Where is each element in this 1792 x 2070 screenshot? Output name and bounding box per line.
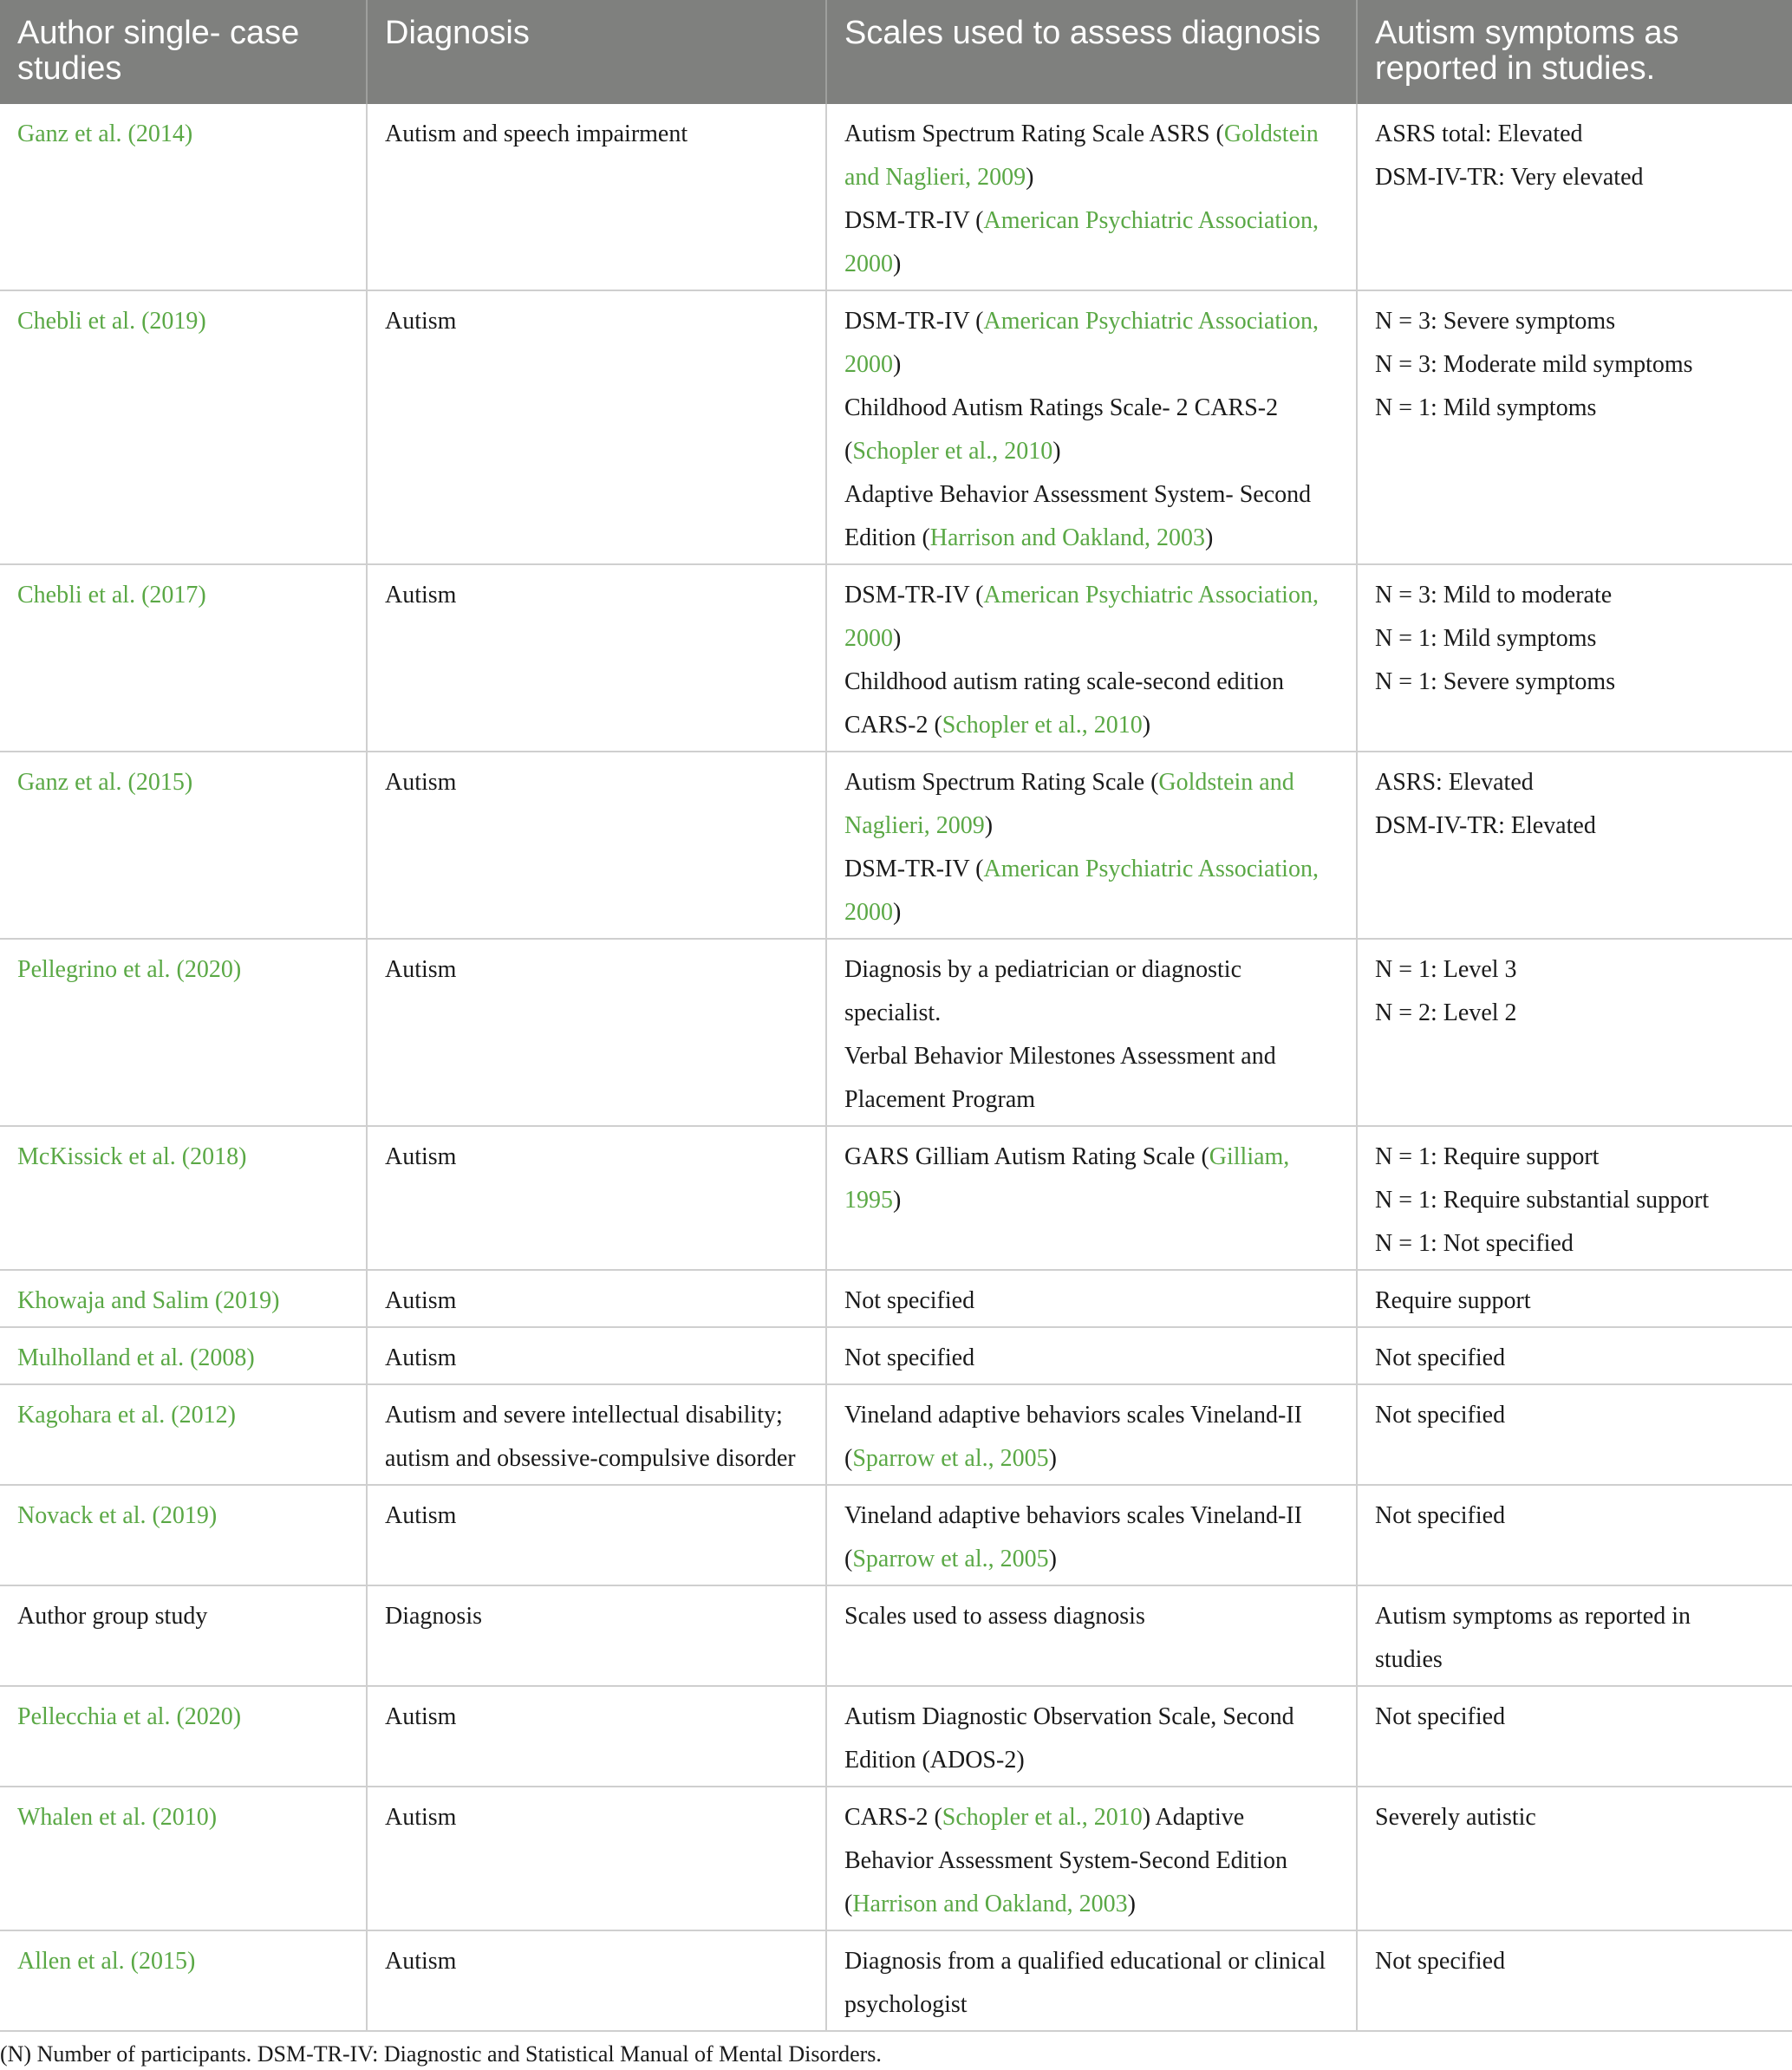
scales-line	[844, 1136, 1339, 1179]
cell-diagnosis	[367, 1126, 826, 1270]
cell-scales	[826, 1384, 1357, 1485]
diagnosis-text: Autism	[385, 1502, 457, 1529]
header-author: Author single- case studies	[0, 0, 367, 104]
cell-symptoms	[1357, 752, 1792, 939]
scales-text: CARS-2 (	[844, 1804, 942, 1831]
citation-link[interactable]: Naglieri, 2009	[844, 812, 985, 839]
author-reference-link[interactable]: Pellegrino et al. (2020)	[17, 956, 242, 983]
cell-diagnosis	[367, 1270, 826, 1327]
cell-author	[0, 1787, 367, 1930]
scales-line	[844, 343, 1339, 387]
citation-link[interactable]: American Psychiatric Association,	[983, 856, 1319, 882]
scales-line	[844, 1983, 1339, 2027]
cell-diagnosis	[367, 1384, 826, 1485]
symptoms-text: N = 1: Require substantial support	[1375, 1187, 1710, 1214]
scales-text: Edition (	[844, 524, 930, 551]
scales-line	[844, 1696, 1339, 1739]
scales-text: Autism Spectrum Rating Scale ASRS (	[844, 120, 1224, 147]
citation-link[interactable]: Schopler et al., 2010	[942, 712, 1143, 739]
symptoms-text: ASRS: Elevated	[1375, 769, 1534, 796]
citation-link[interactable]: American Psychiatric Association,	[983, 582, 1319, 609]
scales-text: GARS Gilliam Autism Rating Scale (	[844, 1143, 1209, 1170]
cell-scales	[826, 1126, 1357, 1270]
header-scales: Scales used to assess diagnosis	[826, 0, 1357, 104]
symptoms-text: Not specified	[1375, 1948, 1506, 1975]
table-row	[0, 104, 1792, 290]
diagnosis-text: Autism	[385, 769, 457, 796]
scales-text: DSM-TR-IV (	[844, 856, 984, 882]
scales-text: Behavior Assessment System-Second Edition	[844, 1847, 1287, 1874]
symptoms-text: DSM-IV-TR: Elevated	[1375, 812, 1596, 839]
scales-text: Not specified	[844, 1287, 975, 1314]
diagnosis-text: Autism	[385, 1804, 457, 1831]
diagnosis-text: Autism	[385, 308, 457, 335]
diagnosis-text: Autism	[385, 1143, 457, 1170]
citation-link[interactable]: 2000	[844, 251, 893, 277]
cell-diagnosis	[367, 1787, 826, 1930]
cell-symptoms	[1357, 1686, 1792, 1787]
table-row	[0, 564, 1792, 752]
scales-line	[844, 387, 1339, 430]
scales-line	[844, 1394, 1339, 1437]
cell-diagnosis	[367, 1327, 826, 1384]
scales-text: Verbal Behavior Milestones Assessment and	[844, 1043, 1276, 1070]
scales-text: psychologist	[844, 1991, 968, 2018]
cell-symptoms	[1357, 939, 1792, 1126]
cell-diagnosis	[367, 752, 826, 939]
scales-text: (	[844, 1891, 853, 1917]
symptoms-text: DSM-IV-TR: Very elevated	[1375, 164, 1644, 191]
diagnosis-text: Diagnosis	[385, 1603, 482, 1630]
symptoms-text: N = 1: Require support	[1375, 1143, 1600, 1170]
cell-author	[0, 104, 367, 290]
scales-text: Diagnosis by a pediatrician or diagnostic	[844, 956, 1241, 983]
cell-author	[0, 1126, 367, 1270]
scales-text: (	[844, 1546, 853, 1572]
table-row	[0, 1126, 1792, 1270]
author-reference-link[interactable]: Khowaja and Salim (2019)	[17, 1287, 280, 1314]
cell-symptoms	[1357, 1787, 1792, 1930]
author-reference-link[interactable]: Mulholland et al. (2008)	[17, 1344, 255, 1371]
cell-diagnosis	[367, 1930, 826, 2031]
symptoms-text: N = 2: Level 2	[1375, 999, 1517, 1026]
diagnosis-text: Autism and severe intellectual disability;	[385, 1402, 783, 1429]
cell-author	[0, 752, 367, 939]
cell-author	[0, 939, 367, 1126]
cell-diagnosis	[367, 104, 826, 290]
scales-line	[844, 243, 1339, 286]
citation-link[interactable]: American Psychiatric Association,	[983, 308, 1319, 335]
table-row	[0, 1585, 1792, 1686]
scales-line	[844, 574, 1339, 617]
symptoms-text: Not specified	[1375, 1703, 1506, 1730]
symptoms-text: Not specified	[1375, 1502, 1506, 1529]
cell-symptoms	[1357, 1384, 1792, 1485]
table-row	[0, 1787, 1792, 1930]
scales-text: Scales used to assess diagnosis	[844, 1603, 1145, 1630]
symptoms-text: N = 1: Severe symptoms	[1375, 668, 1616, 695]
author-reference-link[interactable]: Ganz et al. (2014)	[17, 120, 193, 147]
cell-author	[0, 290, 367, 564]
citation-link[interactable]: 2000	[844, 351, 893, 378]
scales-text: )	[893, 1187, 902, 1214]
cell-scales	[826, 1270, 1357, 1327]
symptoms-text: Autism symptoms as reported in	[1375, 1603, 1691, 1630]
scales-text: )	[893, 899, 902, 926]
cell-author	[0, 1485, 367, 1585]
author-reference-link[interactable]: McKissick et al. (2018)	[17, 1143, 247, 1170]
symptoms-text: studies	[1375, 1646, 1443, 1673]
diagnosis-text: Autism	[385, 1948, 457, 1975]
author-reference-link[interactable]: Chebli et al. (2019)	[17, 308, 206, 335]
table-row	[0, 752, 1792, 939]
scales-line	[844, 517, 1339, 560]
citation-link[interactable]: 1995	[844, 1187, 893, 1214]
author-reference-link[interactable]: Ganz et al. (2015)	[17, 769, 193, 796]
citation-link[interactable]: American Psychiatric Association,	[983, 207, 1319, 234]
citation-link[interactable]: Sparrow et al., 2005	[852, 1445, 1049, 1472]
cell-scales	[826, 564, 1357, 752]
symptoms-text: N = 3: Severe symptoms	[1375, 308, 1616, 335]
diagnosis-text: Autism	[385, 1344, 457, 1371]
table-row	[0, 1485, 1792, 1585]
scales-text: Vineland adaptive behaviors scales Vineland-II	[844, 1502, 1302, 1529]
scales-line	[844, 1279, 1339, 1323]
scales-line	[844, 1839, 1339, 1883]
citation-link[interactable]: Goldstein and	[1158, 769, 1294, 796]
cell-scales	[826, 1787, 1357, 1930]
scales-text: Adaptive Behavior Assessment System- Second	[844, 481, 1312, 508]
scales-text: Placement Program	[844, 1086, 1036, 1113]
cell-scales	[826, 1485, 1357, 1585]
header-diagnosis: Diagnosis	[367, 0, 826, 104]
scales-line	[844, 430, 1339, 473]
citation-link[interactable]: Schopler et al., 2010	[942, 1804, 1143, 1831]
scales-text: )	[1048, 1445, 1057, 1472]
scales-text: CARS-2 (	[844, 712, 942, 739]
symptoms-text: N = 3: Moderate mild symptoms	[1375, 351, 1693, 378]
scales-text: Autism Spectrum Rating Scale (	[844, 769, 1159, 796]
cell-diagnosis	[367, 1585, 826, 1686]
diagnosis-text: Autism	[385, 1287, 457, 1314]
symptoms-text: N = 1: Not specified	[1375, 1230, 1574, 1257]
cell-symptoms	[1357, 1485, 1792, 1585]
scales-text: Diagnosis from a qualified educational or clinical	[844, 1948, 1326, 1975]
citation-link[interactable]: 2000	[844, 899, 893, 926]
scales-line	[844, 804, 1339, 848]
header-row	[0, 0, 1792, 104]
scales-line	[844, 1179, 1339, 1222]
cell-author	[0, 564, 367, 752]
scales-line	[844, 848, 1339, 891]
table-footnote: (N) Number of participants. DSM-TR-IV: Diagnostic and Statistical Manual of Mental Disorders.	[0, 2041, 882, 2067]
scales-line	[844, 1494, 1339, 1538]
scales-text: Childhood Autism Ratings Scale- 2 CARS-2	[844, 394, 1279, 421]
table-row	[0, 1686, 1792, 1787]
symptoms-text: N = 3: Mild to moderate	[1375, 582, 1613, 609]
author-reference-link[interactable]: Chebli et al. (2017)	[17, 582, 206, 609]
scales-text: DSM-TR-IV (	[844, 582, 984, 609]
table-row	[0, 290, 1792, 564]
citation-link[interactable]: Schopler et al., 2010	[852, 438, 1053, 465]
scales-line	[844, 661, 1339, 704]
cell-symptoms	[1357, 1930, 1792, 2031]
scales-text: (	[844, 1445, 853, 1472]
table-row	[0, 1384, 1792, 1485]
cell-symptoms	[1357, 1270, 1792, 1327]
author-reference-link[interactable]: Novack et al. (2019)	[17, 1502, 218, 1529]
table-row	[0, 939, 1792, 1126]
cell-scales	[826, 752, 1357, 939]
scales-text: Edition (ADOS-2)	[844, 1747, 1025, 1774]
symptoms-text: N = 1: Mild symptoms	[1375, 394, 1597, 421]
cell-author	[0, 1270, 367, 1327]
scales-line	[844, 992, 1339, 1035]
scales-line	[844, 891, 1339, 934]
diagnosis-text: Autism and speech impairment	[385, 120, 688, 147]
cell-diagnosis	[367, 290, 826, 564]
cell-author	[0, 1585, 367, 1686]
scales-line	[844, 473, 1339, 517]
scales-text: DSM-TR-IV (	[844, 308, 984, 335]
scales-text: Childhood autism rating scale-second edition	[844, 668, 1285, 695]
scales-text: )	[1048, 1546, 1057, 1572]
scales-text: )	[1026, 164, 1034, 191]
scales-line	[844, 1078, 1339, 1122]
diagnosis-text: Autism	[385, 956, 457, 983]
cell-scales	[826, 1585, 1357, 1686]
citation-link[interactable]: 2000	[844, 625, 893, 652]
scales-text: )	[1127, 1891, 1136, 1917]
cell-diagnosis	[367, 939, 826, 1126]
author-reference-link[interactable]: Pellecchia et al. (2020)	[17, 1703, 242, 1730]
symptoms-text: Not specified	[1375, 1402, 1506, 1429]
header-symptoms: Autism symptoms as reported in studies.	[1357, 0, 1792, 104]
citation-link[interactable]: Gilliam,	[1209, 1143, 1290, 1170]
table-row	[0, 1930, 1792, 2031]
diagnosis-text: autism and obsessive-compulsive disorder	[385, 1445, 796, 1472]
scales-text: ) Adaptive	[1142, 1804, 1245, 1831]
scales-text: )	[893, 251, 902, 277]
cell-author	[0, 1327, 367, 1384]
scales-line	[844, 156, 1339, 199]
scales-line	[844, 1595, 1339, 1638]
cell-symptoms	[1357, 1585, 1792, 1686]
scales-line	[844, 1796, 1339, 1839]
scales-line	[844, 300, 1339, 343]
cell-scales	[826, 1327, 1357, 1384]
citation-link[interactable]: Goldstein	[1223, 120, 1319, 147]
scales-text: )	[984, 812, 994, 839]
cell-symptoms	[1357, 1126, 1792, 1270]
scales-text: specialist.	[844, 999, 942, 1026]
scales-line	[844, 617, 1339, 661]
cell-scales	[826, 104, 1357, 290]
scales-line	[844, 1538, 1339, 1581]
scales-text: )	[893, 351, 902, 378]
scales-text: DSM-TR-IV (	[844, 207, 984, 234]
diagnosis-text: Autism	[385, 582, 457, 609]
symptoms-text: Require support	[1375, 1287, 1531, 1314]
symptoms-text: Not specified	[1375, 1344, 1506, 1371]
author-label: Author group study	[17, 1603, 208, 1630]
cell-scales	[826, 1686, 1357, 1787]
scales-text: Autism Diagnostic Observation Scale, Second	[844, 1703, 1294, 1730]
cell-author	[0, 1930, 367, 2031]
citation-link[interactable]: Harrison and Oakland, 2003	[929, 524, 1206, 551]
scales-line	[844, 1337, 1339, 1380]
author-reference-link[interactable]: Allen et al. (2015)	[17, 1948, 196, 1975]
cell-symptoms	[1357, 104, 1792, 290]
diagnosis-text: Autism	[385, 1703, 457, 1730]
scales-line	[844, 1940, 1339, 1983]
table-row	[0, 1327, 1792, 1384]
citation-link[interactable]: Sparrow et al., 2005	[852, 1546, 1049, 1572]
cell-scales	[826, 290, 1357, 564]
cell-scales	[826, 1930, 1357, 2031]
scales-line	[844, 199, 1339, 243]
scales-line	[844, 1883, 1339, 1926]
scales-text: )	[1142, 712, 1151, 739]
citation-link[interactable]: Harrison and Oakland, 2003	[852, 1891, 1128, 1917]
symptoms-text: Severely autistic	[1375, 1804, 1536, 1831]
author-reference-link[interactable]: Kagohara et al. (2012)	[17, 1402, 236, 1429]
scales-line	[844, 1739, 1339, 1782]
cell-diagnosis	[367, 1686, 826, 1787]
author-reference-link[interactable]: Whalen et al. (2010)	[17, 1804, 218, 1831]
scales-line	[844, 948, 1339, 992]
cell-diagnosis	[367, 1485, 826, 1585]
scales-text: Vineland adaptive behaviors scales Vineland-II	[844, 1402, 1302, 1429]
scales-text: )	[1205, 524, 1214, 551]
scales-line	[844, 761, 1339, 804]
scales-line	[844, 113, 1339, 156]
cell-scales	[826, 939, 1357, 1126]
symptoms-text: ASRS total: Elevated	[1375, 120, 1583, 147]
cell-symptoms	[1357, 1327, 1792, 1384]
table-body	[0, 104, 1792, 2031]
citation-link[interactable]: and Naglieri, 2009	[844, 164, 1026, 191]
scales-text: (	[844, 438, 853, 465]
cell-symptoms	[1357, 564, 1792, 752]
cell-author	[0, 1686, 367, 1787]
scales-text: Not specified	[844, 1344, 975, 1371]
cell-author	[0, 1384, 367, 1485]
scales-text: )	[893, 625, 902, 652]
cell-diagnosis	[367, 564, 826, 752]
symptoms-text: N = 1: Level 3	[1375, 956, 1517, 983]
scales-text: )	[1052, 438, 1061, 465]
table-row	[0, 1270, 1792, 1327]
symptoms-text: N = 1: Mild symptoms	[1375, 625, 1597, 652]
scales-line	[844, 1035, 1339, 1078]
table-header	[0, 0, 1792, 104]
scales-line	[844, 704, 1339, 747]
cell-symptoms	[1357, 290, 1792, 564]
scales-line	[844, 1437, 1339, 1481]
